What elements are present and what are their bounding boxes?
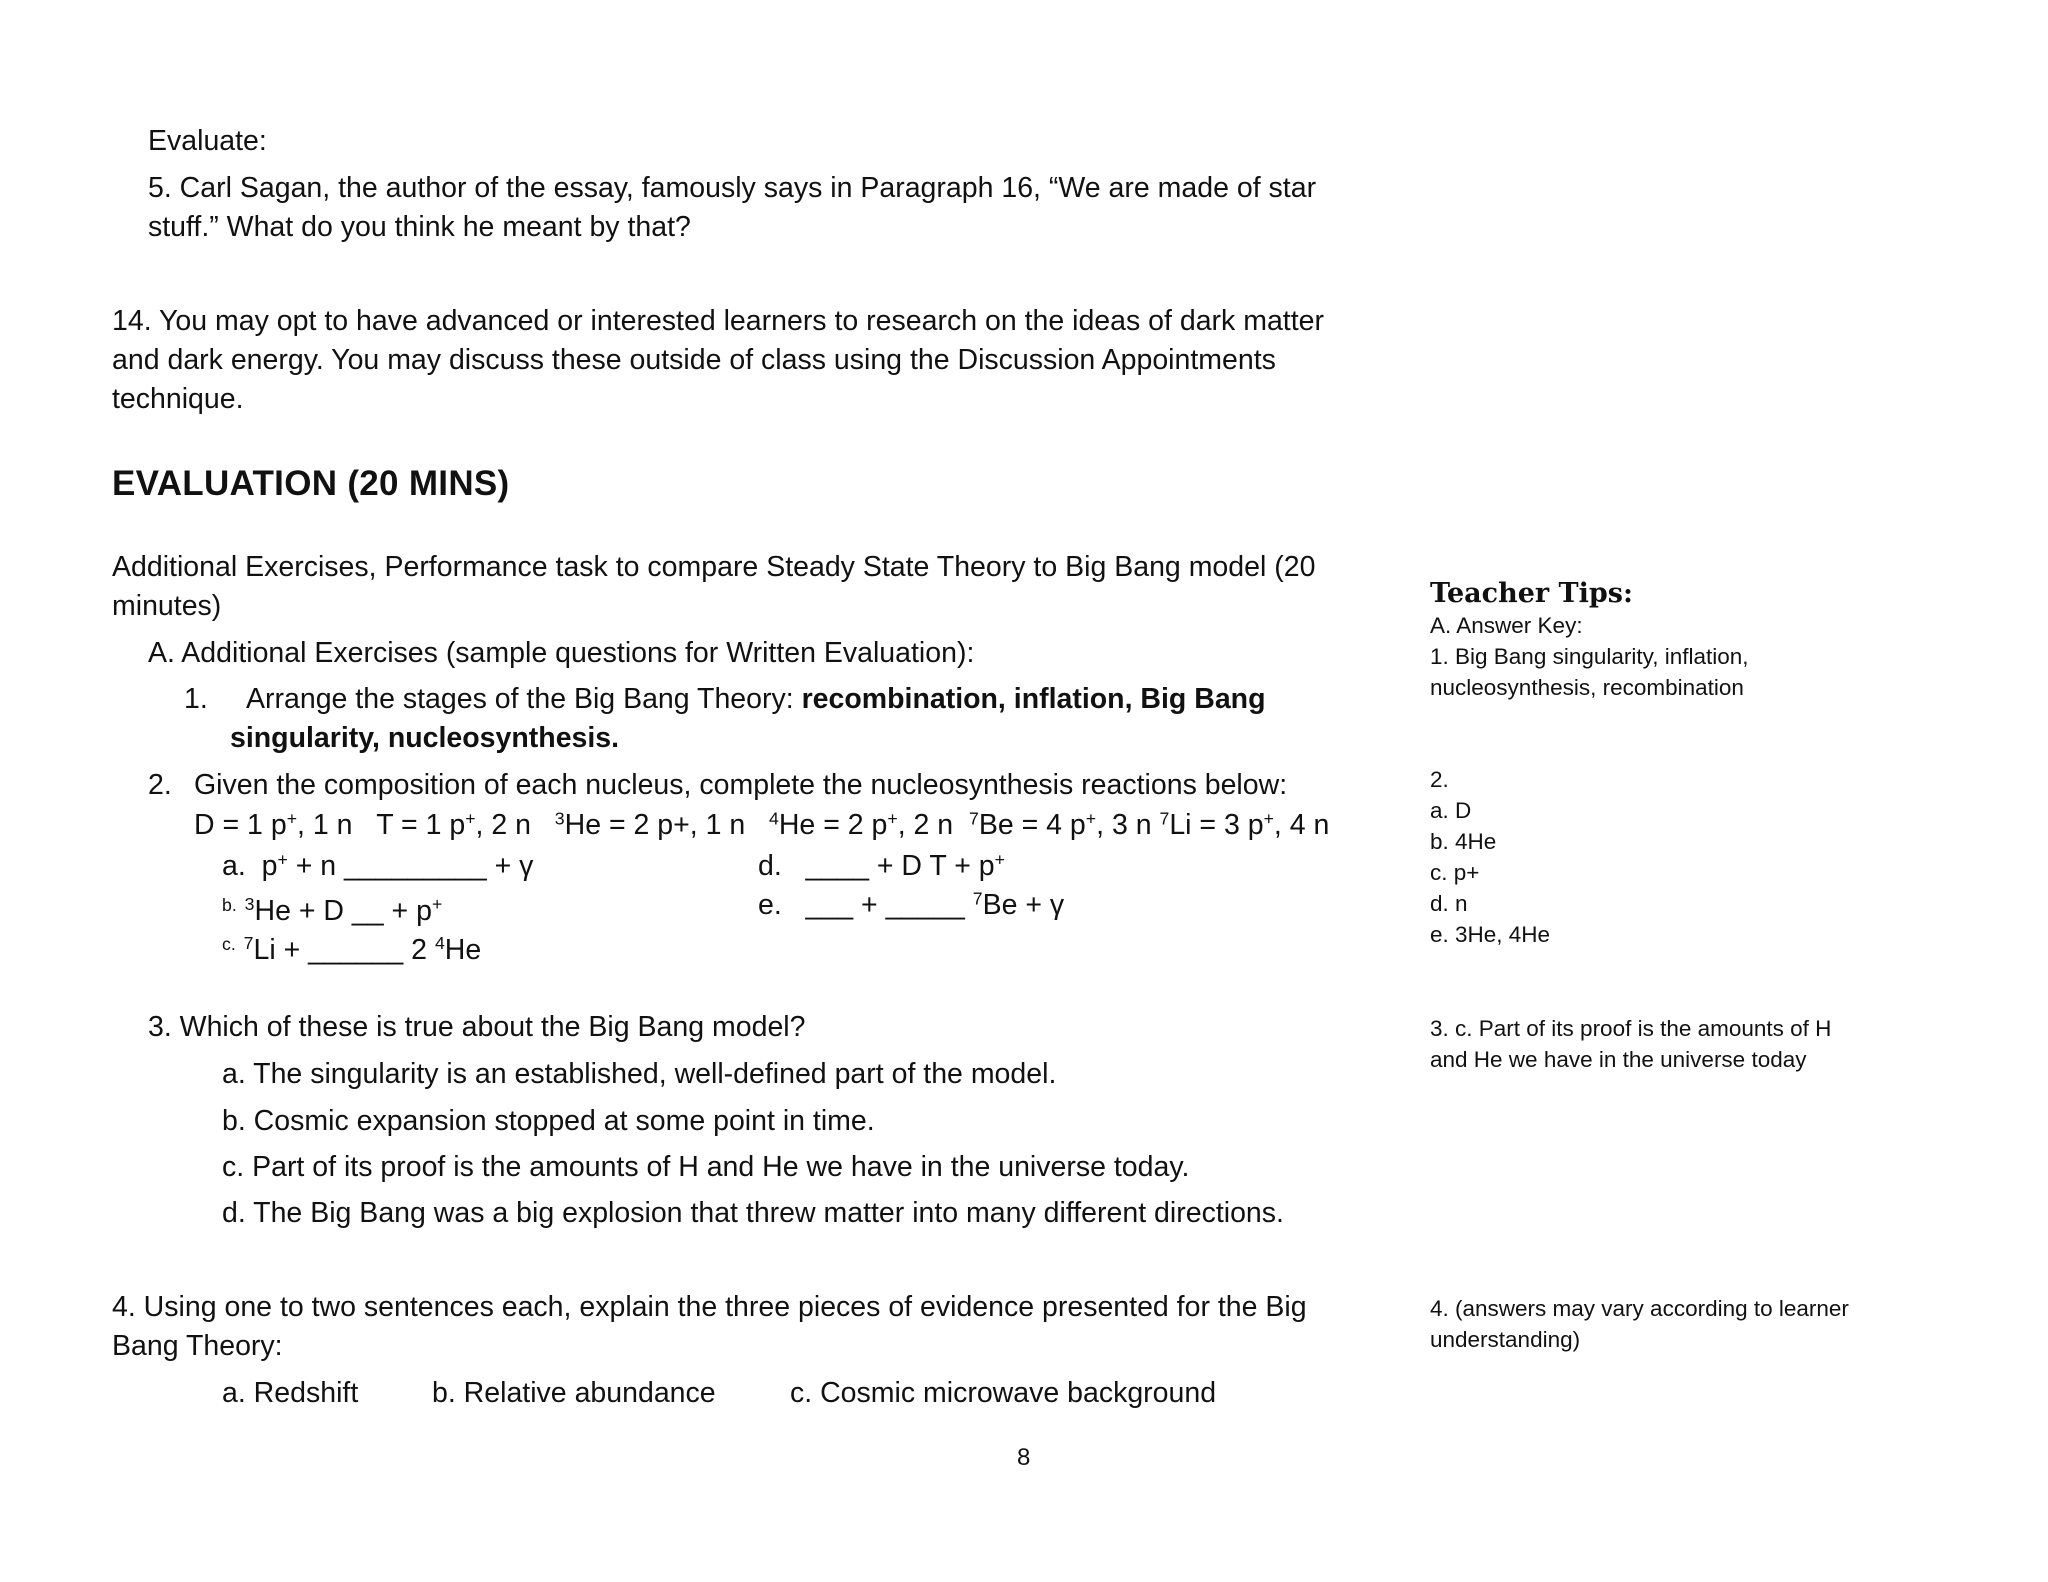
page-number: 8 <box>1017 1444 1031 1471</box>
answer-3-line-1: 3. c. Part of its proof is the amounts of H <box>1430 1016 1832 1041</box>
question-1-text: Arrange the stages of the Big Bang Theory: <box>246 683 802 715</box>
evaluation-heading: EVALUATION (20 MINS) <box>112 464 510 503</box>
item-14-line-2: and dark energy. You may discuss these outside of class using the Discussion Appointments <box>112 344 1276 376</box>
question-4-option-a: a. Redshift <box>222 1377 359 1409</box>
question-3-option-c: c. Part of its proof is the amounts of H and He we have in the universe today. <box>222 1151 1190 1183</box>
section-a-title: A. Additional Exercises (sample questions for Written Evaluation): <box>148 637 975 669</box>
question-2-number: 2. <box>148 769 172 801</box>
answer-1-line-2: nucleosynthesis, recombination <box>1430 675 1744 700</box>
answer-2-b: b. 4He <box>1430 829 1497 854</box>
question-3-option-d: d. The Big Bang was a big explosion that threw matter into many different directions. <box>222 1197 1284 1229</box>
question-4-option-b: b. Relative abundance <box>432 1377 716 1409</box>
question-3-option-b: b. Cosmic expansion stopped at some point in time. <box>222 1105 875 1137</box>
evaluation-intro-line-2: minutes) <box>112 590 222 622</box>
evaluation-intro-line-1: Additional Exercises, Performance task to compare Steady State Theory to Big Bang model (20 <box>112 551 1316 583</box>
answer-3-line-2: and He we have in the universe today <box>1430 1047 1807 1072</box>
item-14-line-3: technique. <box>112 383 244 415</box>
answer-2-number: 2. <box>1430 767 1449 792</box>
evaluate-label: Evaluate: <box>148 125 267 157</box>
question-4-line-1: 4. Using one to two sentences each, explain the three pieces of evidence presented for the Big <box>112 1291 1307 1323</box>
question-2-text: Given the composition of each nucleus, complete the nucleosynthesis reactions below: <box>194 769 1288 801</box>
answer-4-line-2: understanding) <box>1430 1327 1581 1352</box>
reaction-d: d. ____ + D T + p+ <box>758 849 1005 882</box>
answer-2-e: e. 3He, 4He <box>1430 922 1551 947</box>
reaction-a: a. p+ + n _________ + γ <box>222 849 534 882</box>
reaction-c: $^{c.}$ $^7$Li + ______ 2 $^4$He <box>222 933 482 966</box>
answer-2-d: d. n <box>1430 891 1468 916</box>
question-3-option-a: a. The singularity is an established, well-defined part of the model. <box>222 1058 1057 1090</box>
question-5-line-2: stuff.” What do you think he meant by that? <box>148 211 691 243</box>
question-5-line-1: 5. Carl Sagan, the author of the essay, famously says in Paragraph 16, “We are made of star <box>148 172 1317 204</box>
question-3-stem: 3. Which of these is true about the Big Bang model? <box>148 1011 806 1043</box>
answer-key-label: A. Answer Key: <box>1430 613 1583 638</box>
answer-2-c: c. p+ <box>1430 860 1480 885</box>
nucleus-composition-line: D = 1 p+, 1 n T = 1 p+, 2 n $^3$He = 2 p+, 1 n $^4$He = 2 p+, 2 n $^7$Be = 4 p+, 3 n $^7$Li = 3 p+, 4 n <box>194 808 1330 841</box>
item-14-line-1: 14. You may opt to have advanced or interested learners to research on the ideas of dark matter <box>112 305 1324 337</box>
reaction-e: e. ___ + _____ $^7$Be + γ <box>758 888 1065 921</box>
question-1-bold-part-1: recombination, inflation, Big Bang <box>801 683 1266 715</box>
reaction-b: $^{b.}$ $^3$He + D __ + p+ <box>222 894 443 927</box>
question-1-number: 1. <box>184 683 208 715</box>
question-4-line-2: Bang Theory: <box>112 1330 283 1362</box>
answer-2-a: a. D <box>1430 798 1472 823</box>
question-1-line-2 <box>230 719 619 758</box>
question-4-option-c: c. Cosmic microwave background <box>790 1377 1217 1409</box>
answer-4-line-1: 4. (answers may vary according to learner <box>1430 1296 1849 1321</box>
answer-1-line-1: 1. Big Bang singularity, inflation, <box>1430 644 1749 669</box>
question-1-line-1 <box>246 680 1266 719</box>
teacher-tips-title: Teacher Tips: <box>1430 578 1633 609</box>
question-1-bold-part-2: singularity, nucleosynthesis. <box>230 722 620 754</box>
